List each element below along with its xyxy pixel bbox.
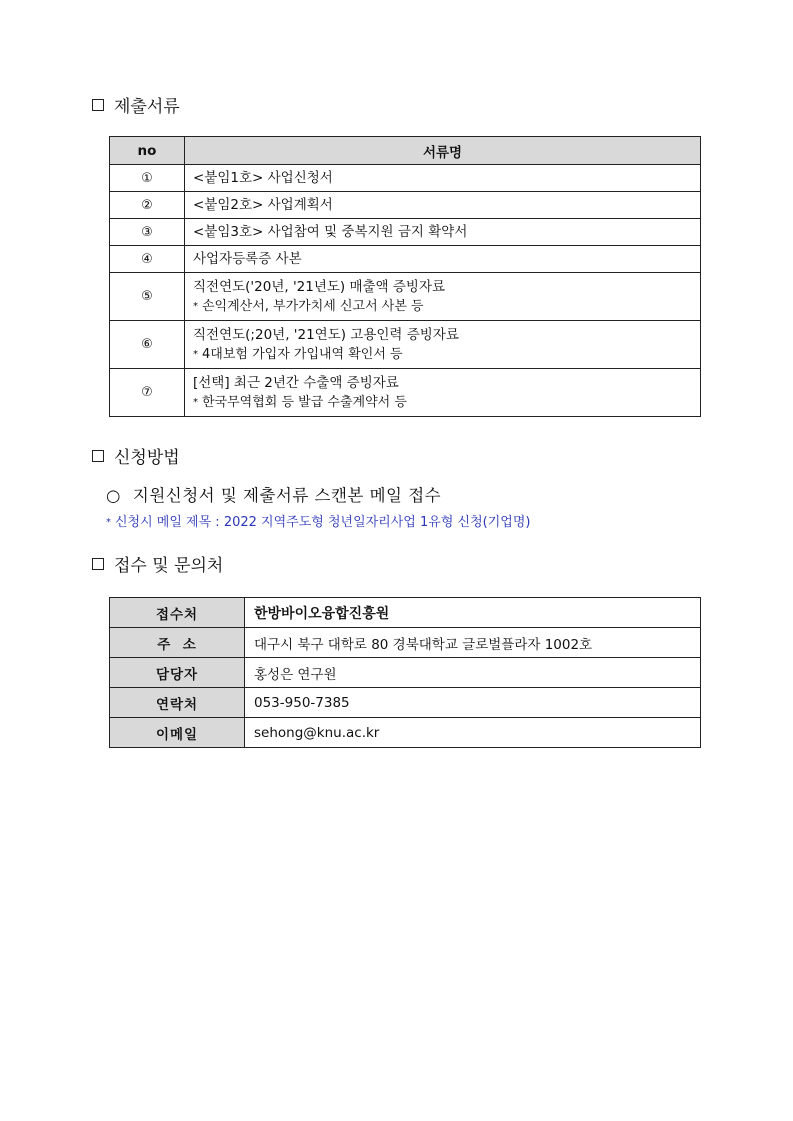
row-number: ④ bbox=[110, 246, 185, 273]
document-name: <붙임1호> 사업신청서 bbox=[185, 165, 701, 192]
apply-bullet-text: 지원신청서 및 제출서류 스캔본 메일 접수 bbox=[132, 486, 442, 505]
table-row bbox=[110, 628, 701, 658]
column-header-no: no bbox=[110, 137, 185, 165]
table-row bbox=[110, 246, 701, 273]
checkbox-square-icon bbox=[92, 99, 104, 111]
table-row bbox=[110, 598, 701, 628]
contact-value: 한방바이오융합진흥원 bbox=[245, 598, 701, 628]
table-row bbox=[110, 658, 701, 688]
contact-email: sehong@knu.ac.kr bbox=[245, 718, 701, 748]
contact-label: 연락처 bbox=[110, 688, 245, 718]
row-number: ① bbox=[110, 165, 185, 192]
section-heading-apply bbox=[92, 443, 180, 468]
contact-table bbox=[109, 597, 701, 748]
documents-table bbox=[109, 136, 701, 417]
table-row bbox=[110, 165, 701, 192]
document-detail-text: 4대보험 가입자 가입내역 확인서 등 bbox=[202, 346, 403, 362]
document-name: 직전연도('20년, '21년도) 매출액 증빙자료 bbox=[193, 278, 446, 295]
document-detail-text: 한국무역협회 등 발급 수출계약서 등 bbox=[202, 394, 407, 410]
apply-note-text: 신청시 메일 제목 : 2022 지역주도형 청년일자리사업 1유형 신청(기업명) bbox=[115, 515, 531, 530]
document-name: 직전연도(;20년, '21연도) 고용인력 증빙자료 bbox=[193, 326, 459, 343]
asterisk-icon: * bbox=[193, 300, 198, 312]
circle-bullet-icon: ○ bbox=[106, 486, 121, 505]
asterisk-icon: * bbox=[106, 517, 111, 528]
document-name: <붙임3호> 사업참여 및 중복지원 금지 확약서 bbox=[185, 219, 701, 246]
contact-label: 주 소 bbox=[110, 628, 245, 658]
table-header-row bbox=[110, 137, 701, 165]
table-row bbox=[110, 273, 701, 321]
document-detail bbox=[193, 345, 700, 364]
checkbox-square-icon bbox=[92, 558, 104, 570]
table-row bbox=[110, 219, 701, 246]
checkbox-square-icon bbox=[92, 450, 104, 462]
document-cell bbox=[185, 321, 701, 369]
row-number: ③ bbox=[110, 219, 185, 246]
section-title: 제출서류 bbox=[114, 97, 180, 117]
table-row bbox=[110, 718, 701, 748]
asterisk-icon: * bbox=[193, 396, 198, 408]
document-detail bbox=[193, 393, 700, 412]
contact-value: 홍성은 연구원 bbox=[245, 658, 701, 688]
row-number: ⑥ bbox=[110, 321, 185, 369]
table-row bbox=[110, 688, 701, 718]
section-title: 신청방법 bbox=[114, 448, 180, 468]
document-name: [선택] 최근 2년간 수출액 증빙자료 bbox=[193, 374, 399, 391]
section-title: 접수 및 문의처 bbox=[114, 556, 224, 576]
document-cell bbox=[185, 369, 701, 417]
document-cell bbox=[185, 273, 701, 321]
asterisk-icon: * bbox=[193, 348, 198, 360]
row-number: ⑦ bbox=[110, 369, 185, 417]
document-name: 사업자등록증 사본 bbox=[185, 246, 701, 273]
contact-label: 이메일 bbox=[110, 718, 245, 748]
table-row bbox=[110, 369, 701, 417]
contact-label: 담당자 bbox=[110, 658, 245, 688]
table-row bbox=[110, 321, 701, 369]
section-heading-contact bbox=[92, 551, 223, 576]
row-number: ② bbox=[110, 192, 185, 219]
document-detail bbox=[193, 297, 700, 316]
contact-value: 대구시 북구 대학로 80 경북대학교 글로벌플라자 1002호 bbox=[245, 628, 701, 658]
document-name: <붙임2호> 사업계획서 bbox=[185, 192, 701, 219]
apply-bullet bbox=[106, 482, 441, 506]
document-detail-text: 손익계산서, 부가가치세 신고서 사본 등 bbox=[202, 298, 424, 314]
apply-note bbox=[106, 511, 530, 530]
table-row bbox=[110, 192, 701, 219]
column-header-doc-name: 서류명 bbox=[185, 137, 701, 165]
contact-label: 접수처 bbox=[110, 598, 245, 628]
section-heading-documents bbox=[92, 92, 180, 117]
row-number: ⑤ bbox=[110, 273, 185, 321]
contact-value: 053-950-7385 bbox=[245, 688, 701, 718]
